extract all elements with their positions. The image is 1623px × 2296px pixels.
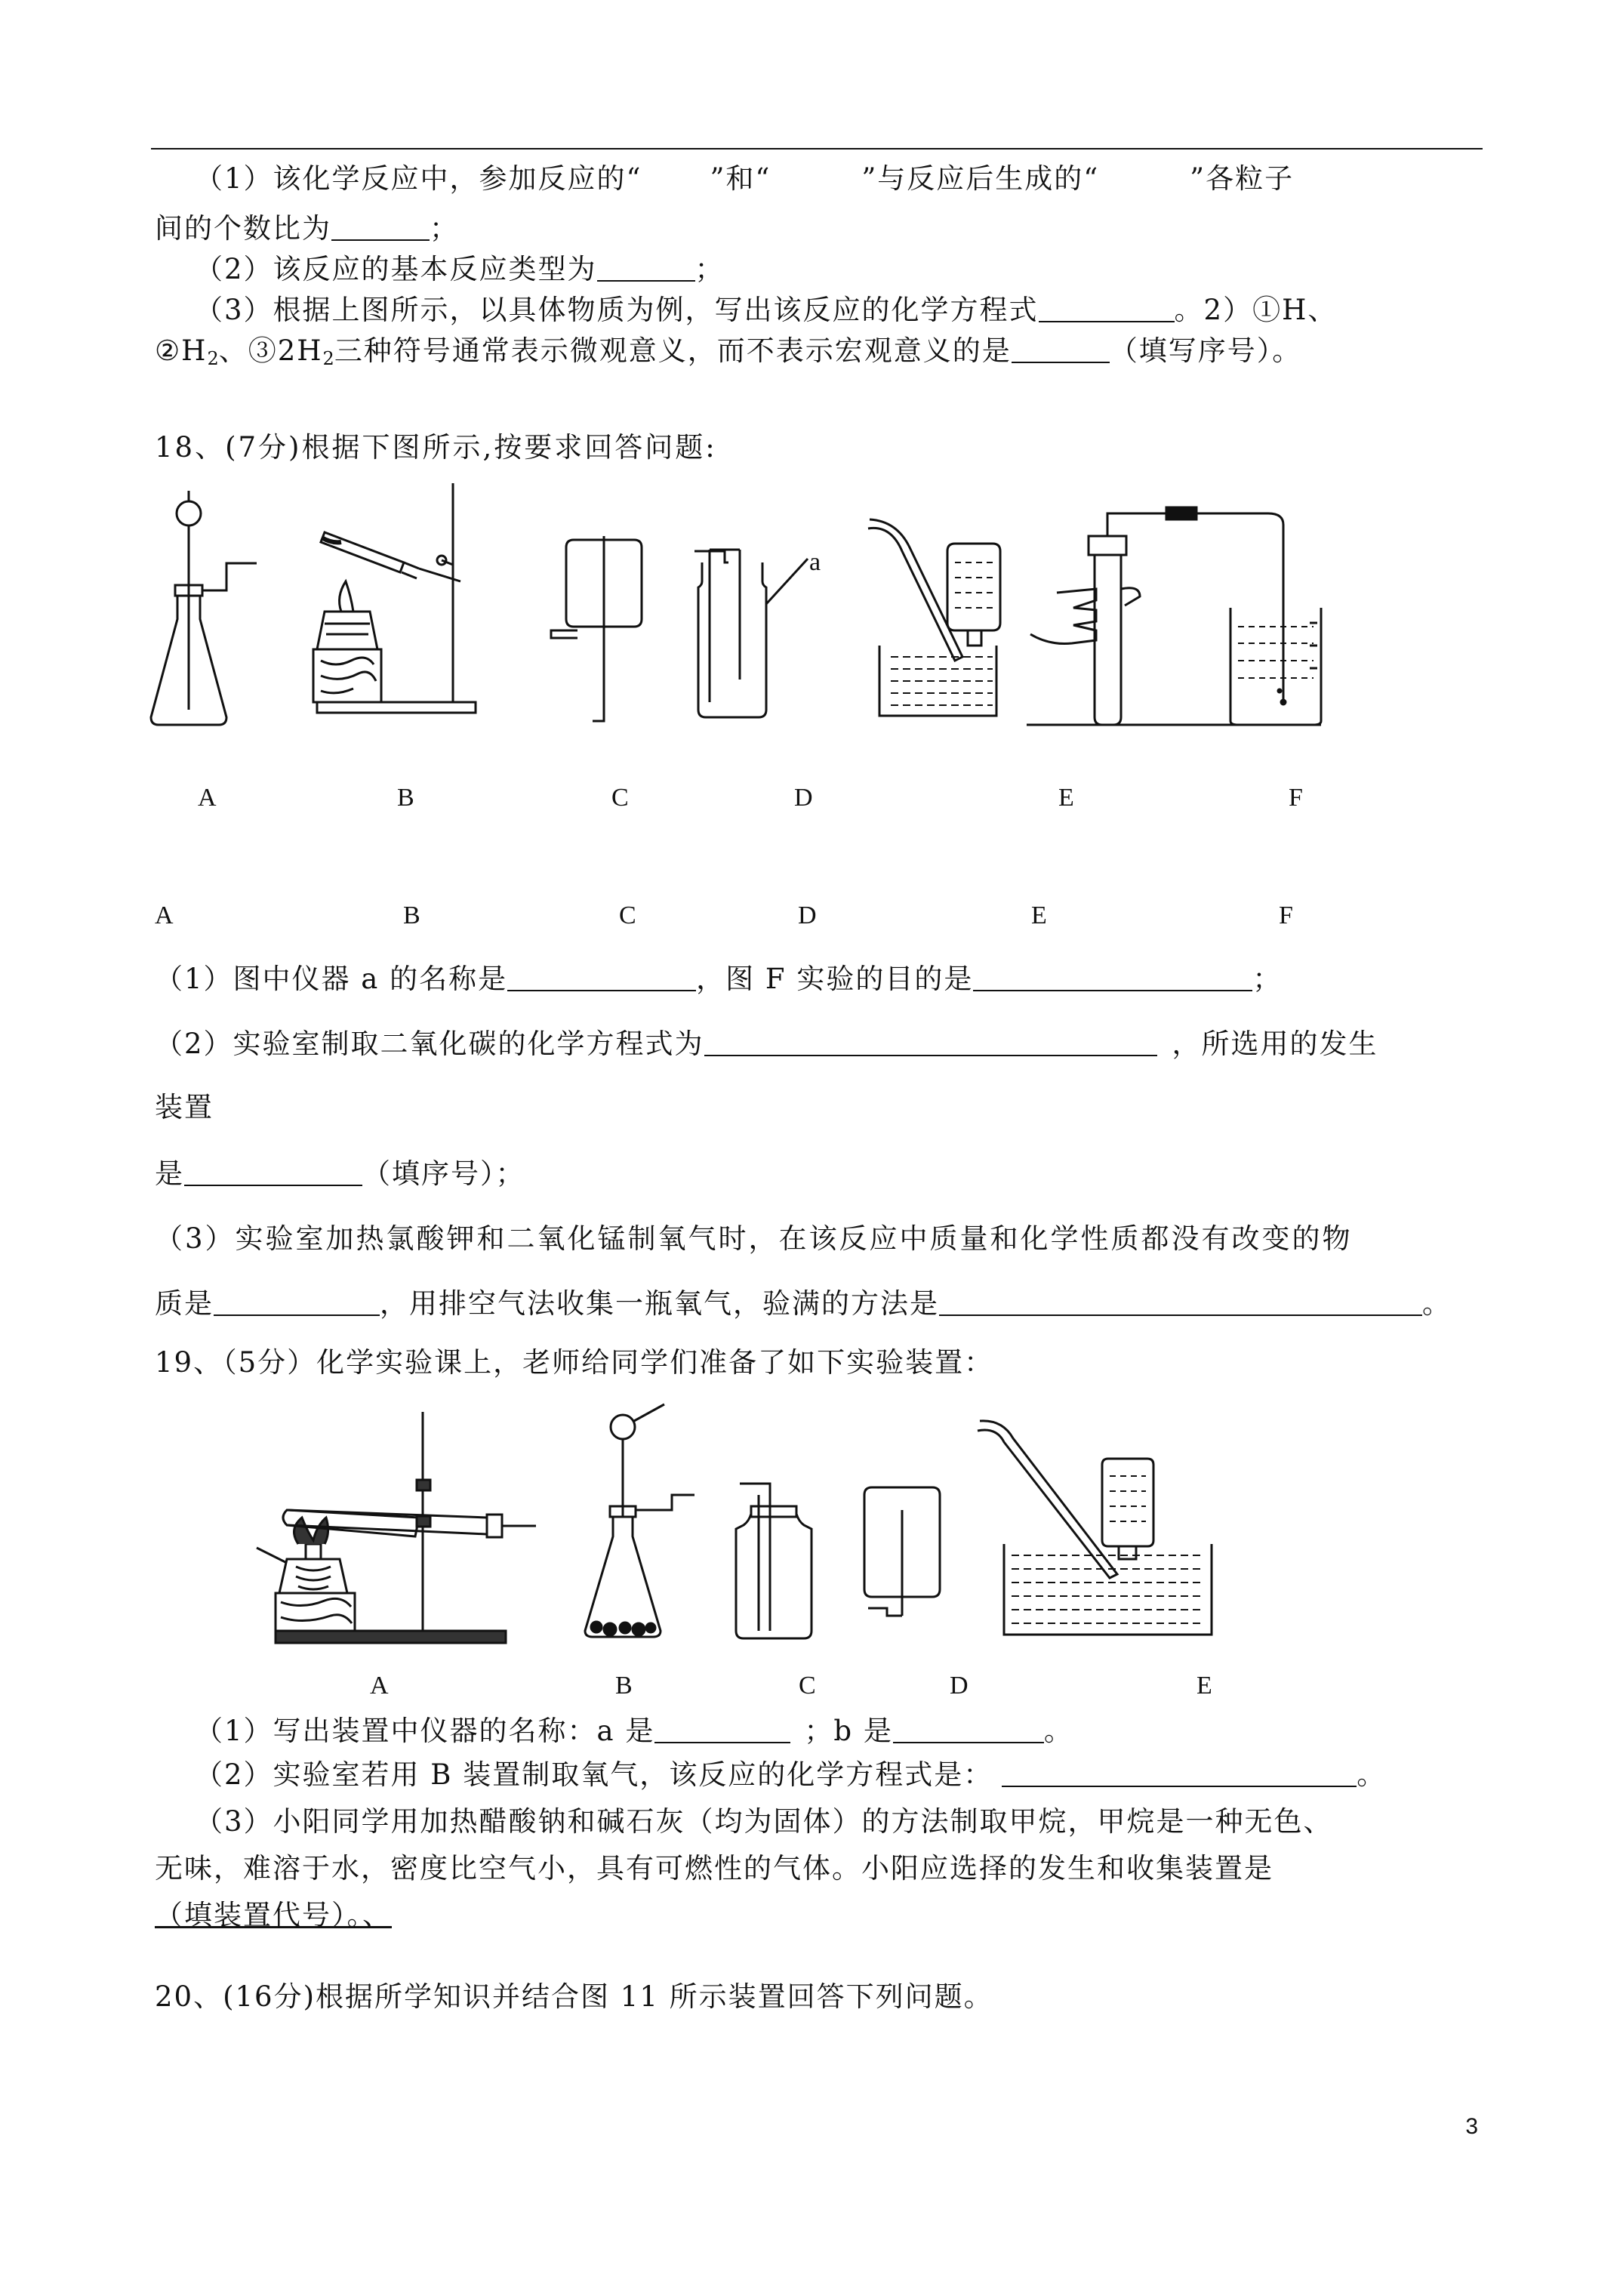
answer-blank[interactable] [1039, 298, 1175, 322]
q19-apparatus-figure [242, 1404, 1208, 1661]
q18-line-5: （3）实验室加热氯酸钾和二氧化锰制氧气时，在该反应中质量和化学性质都没有改变的物 [155, 1222, 1353, 1255]
fig-label: E [1058, 784, 1074, 812]
apparatus-a-heating [257, 1412, 536, 1643]
fig-label: C [619, 901, 636, 929]
q19-line-5: （填装置代号）。、 [155, 1899, 392, 1931]
fig-label: A [198, 784, 217, 812]
q19-line-4: 无味，难溶于水，密度比空气小，具有可燃性的气体。小阳应选择的发生和收集装置是 [155, 1852, 1273, 1885]
page-number: 3 [1465, 2114, 1478, 2139]
fig-label: F [1279, 901, 1293, 929]
fig-label: C [611, 784, 629, 812]
apparatus-c-bottle [736, 1484, 812, 1638]
answer-blank[interactable] [184, 1162, 362, 1186]
q18-line-2: （2）实验室制取二氧化碳的化学方程式为 ，所选用的发生 [155, 1028, 1378, 1060]
q17-line-2: 间的个数比为 ； [155, 212, 459, 245]
q18-line-1: （1）图中仪器 a 的名称是 ，图 F 实验的目的是 ； [155, 963, 1283, 995]
answer-blank[interactable] [939, 1292, 1422, 1316]
apparatus-e-trough [978, 1421, 1212, 1635]
q18-title: 18、(7分)根据下图所示,按要求回答问题: [155, 431, 717, 464]
q19-line-1: （1）写出装置中仪器的名称：a 是 ；b 是 。 [195, 1715, 1073, 1747]
fig-label: B [615, 1672, 633, 1700]
answer-blank[interactable] [893, 1719, 1044, 1743]
q18-line-4: 是 （填序号）； [155, 1157, 525, 1190]
answer-blank[interactable] [973, 967, 1252, 991]
answer-blank[interactable] [1002, 1763, 1357, 1787]
fig-label: B [403, 901, 420, 929]
q19-title: 19、（5分）化学实验课上，老师给同学们准备了如下实验装置： [155, 1346, 994, 1379]
answer-blank[interactable] [704, 1032, 1157, 1056]
fig-label: D [950, 1672, 969, 1700]
apparatus-b-flask [585, 1404, 694, 1637]
apparatus-c-jar [551, 536, 642, 721]
fig-label: C [799, 1672, 816, 1700]
q18-line-3: 装置 [155, 1091, 214, 1123]
apparatus-f-airtight-check [1027, 507, 1321, 725]
q19-line-2: （2）实验室若用 B 装置制取氧气，该反应的化学方程式是： 。 [195, 1758, 1387, 1791]
fig-label: E [1031, 901, 1047, 929]
apparatus-b-heating [313, 483, 476, 713]
answer-blank[interactable] [214, 1292, 380, 1316]
fig-label: E [1196, 1672, 1212, 1700]
fig-label: B [397, 784, 414, 812]
q20-title: 20、(16分)根据所学知识并结合图 11 所示装置回答下列问题。 [155, 1980, 993, 2013]
apparatus-d-jar [864, 1487, 940, 1616]
fig-label: D [798, 901, 817, 929]
q18-apparatus-figure [143, 476, 1321, 732]
header-rule [151, 148, 1483, 149]
answer-blank[interactable] [331, 217, 430, 241]
fig-label: A [370, 1672, 389, 1700]
apparatus-tag-a: a [809, 548, 821, 576]
q17-line-1: （1）该化学反应中，参加反应的“ ”和“ ”与反应后生成的“ ”各粒子 [195, 162, 1295, 195]
q17-line-4: （3）根据上图所示，以具体物质为例，写出该反应的化学方程式 。2）①H、 [195, 294, 1338, 326]
answer-blank[interactable] [654, 1719, 790, 1743]
fig-label: F [1289, 784, 1303, 812]
q18-line-6: 质是 ，用排空气法收集一瓶氧气，验满的方法是 。 [155, 1287, 1452, 1320]
q17-line-5: $②H_2$、$③2H_2$三种符号通常表示微观意义，而不表示宏观意义的是 （填写序号）。 [155, 334, 1302, 369]
fig-label: D [794, 784, 813, 812]
fig-label: A [155, 901, 174, 929]
apparatus-e-trough [868, 519, 1000, 716]
q19-line-3: （3）小阳同学用加热醋酸钠和碱石灰（均为固体）的方法制取甲烷，甲烷是一种无色、 [195, 1805, 1333, 1838]
apparatus-a-flask [151, 491, 257, 725]
answer-blank[interactable] [1012, 339, 1110, 363]
answer-blank[interactable] [507, 967, 696, 991]
q17-line-3: （2）该反应的基本反应类型为 ； [195, 253, 725, 285]
answer-blank[interactable] [597, 257, 695, 282]
apparatus-d-bottle [694, 550, 808, 717]
